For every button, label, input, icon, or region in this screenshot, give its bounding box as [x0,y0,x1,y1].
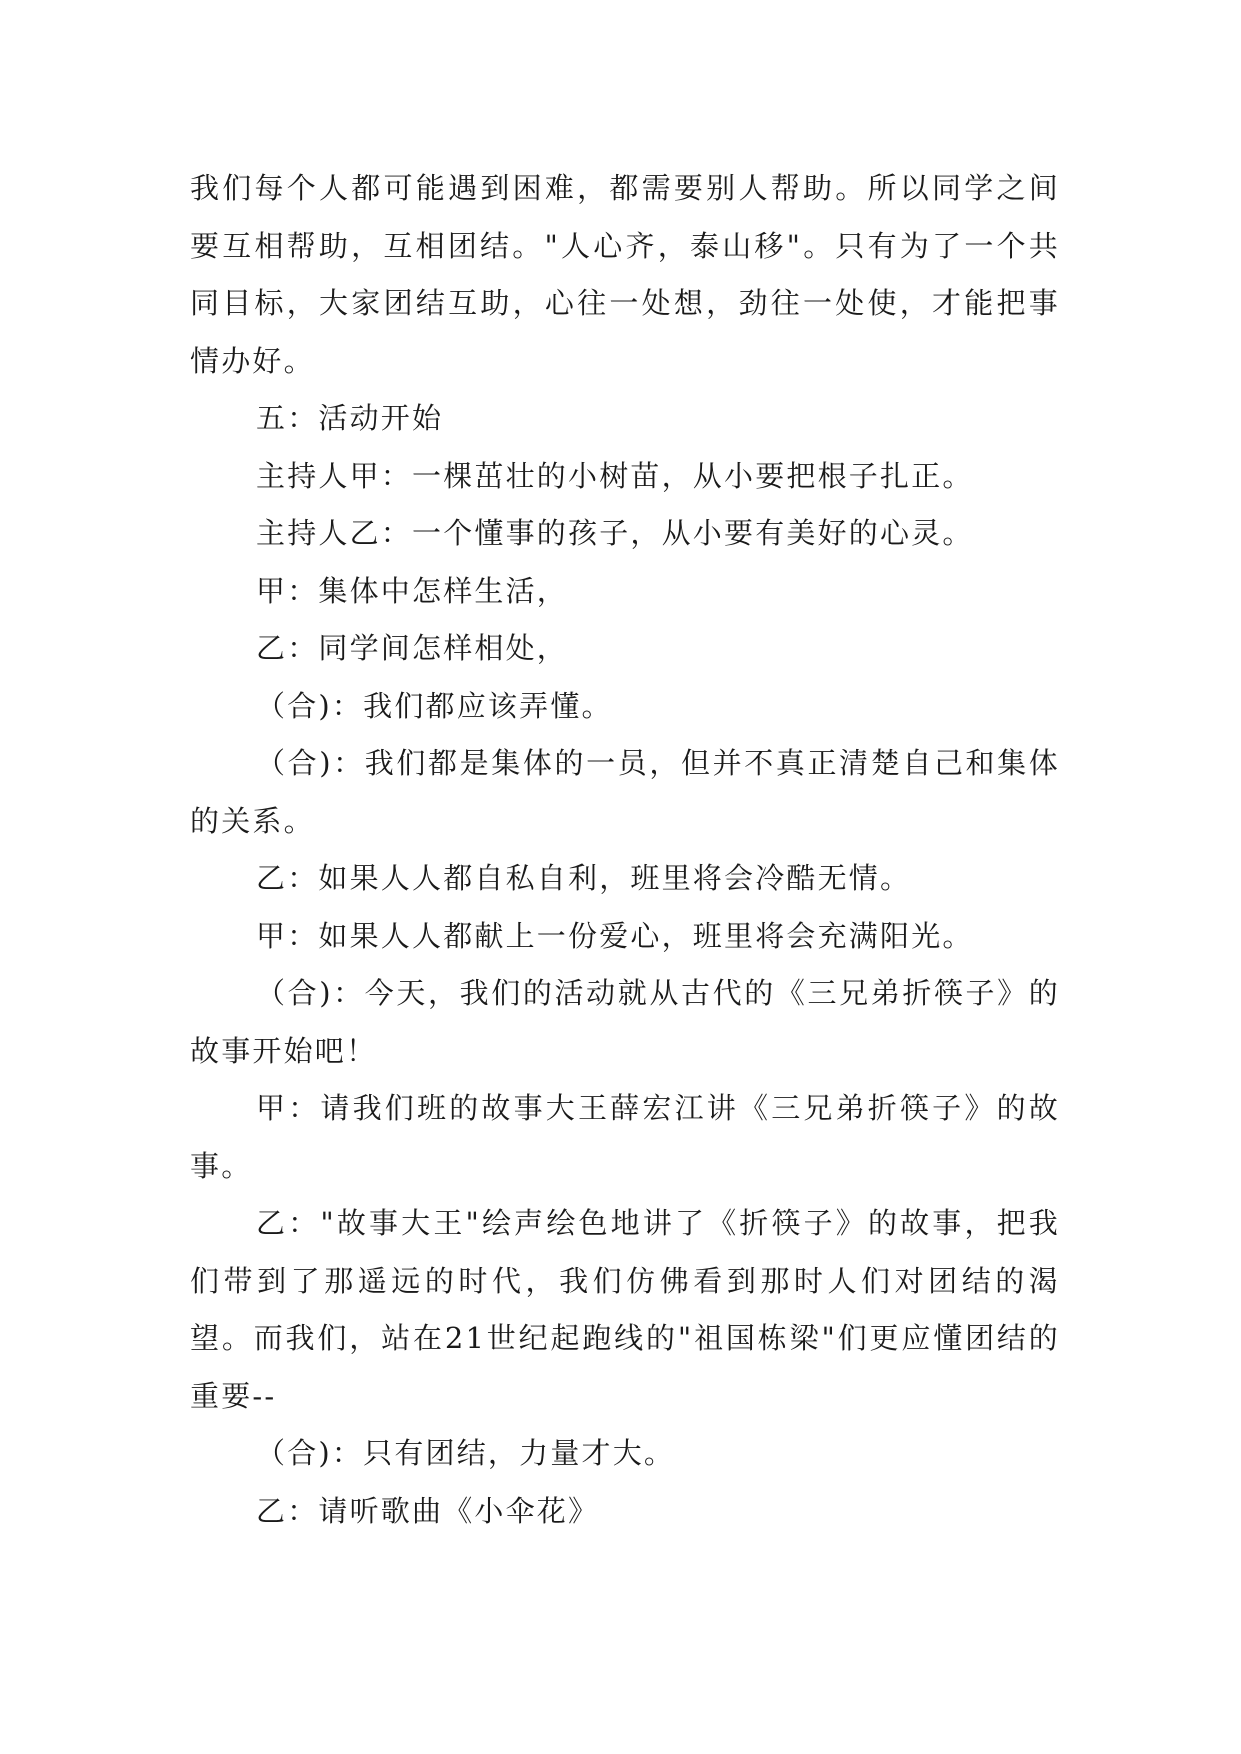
paragraph-line: （合)：今天，我们的活动就从古代的《三兄弟折筷子》的故事开始吧！ [190,976,1060,1068]
paragraph-intro: 我们每个人都可能遇到困难，都需要别人帮助。所以同学之间要互相帮助，互相团结。"人心齐，泰山移"。只有为了一个共同目标，大家团结互助，心往一处想，劲往一处使，才能把事情办好。 [190,171,1060,378]
paragraph-section-heading: 五：活动开始 [256,401,444,435]
document-page [190,160,1060,1540]
paragraph-line: 甲：请我们班的故事大王薛宏江讲《三兄弟折筷子》的故事。 [190,1091,1060,1183]
paragraph-line: 甲：集体中怎样生活， [256,573,569,608]
paragraph-host-a: 主持人甲：一棵茁壮的小树苗，从小要把根子扎正。 [256,458,974,493]
paragraph-line: 甲：如果人人都献上一份爱心，班里将会充满阳光。 [256,918,974,953]
paragraph-line: 乙：同学间怎样相处， [256,631,569,665]
paragraph-line: （合)：只有团结，力量才大。 [256,1436,676,1470]
paragraph-line: 乙：如果人人都自私自利，班里将会冷酷无情。 [256,861,912,895]
paragraph-line: （合)：我们都应该弄懂。 [256,688,613,723]
paragraph-line: （合)：我们都是集体的一员，但并不真正清楚自己和集体的关系。 [190,746,1060,838]
paragraph-line: 乙："故事大王"绘声绘色地讲了《折筷子》的故事，把我们带到了那遥远的时代，我们仿佛看到那时人们对团结的渴望。而我们，站在21世纪起跑线的"祖国栋梁"们更应懂团结的重要-- [190,1206,1060,1413]
paragraph-host-b: 主持人乙：一个懂事的孩子，从小要有美好的心灵。 [256,516,974,550]
paragraph-line: 乙：请听歌曲《小伞花》 [256,1493,600,1528]
